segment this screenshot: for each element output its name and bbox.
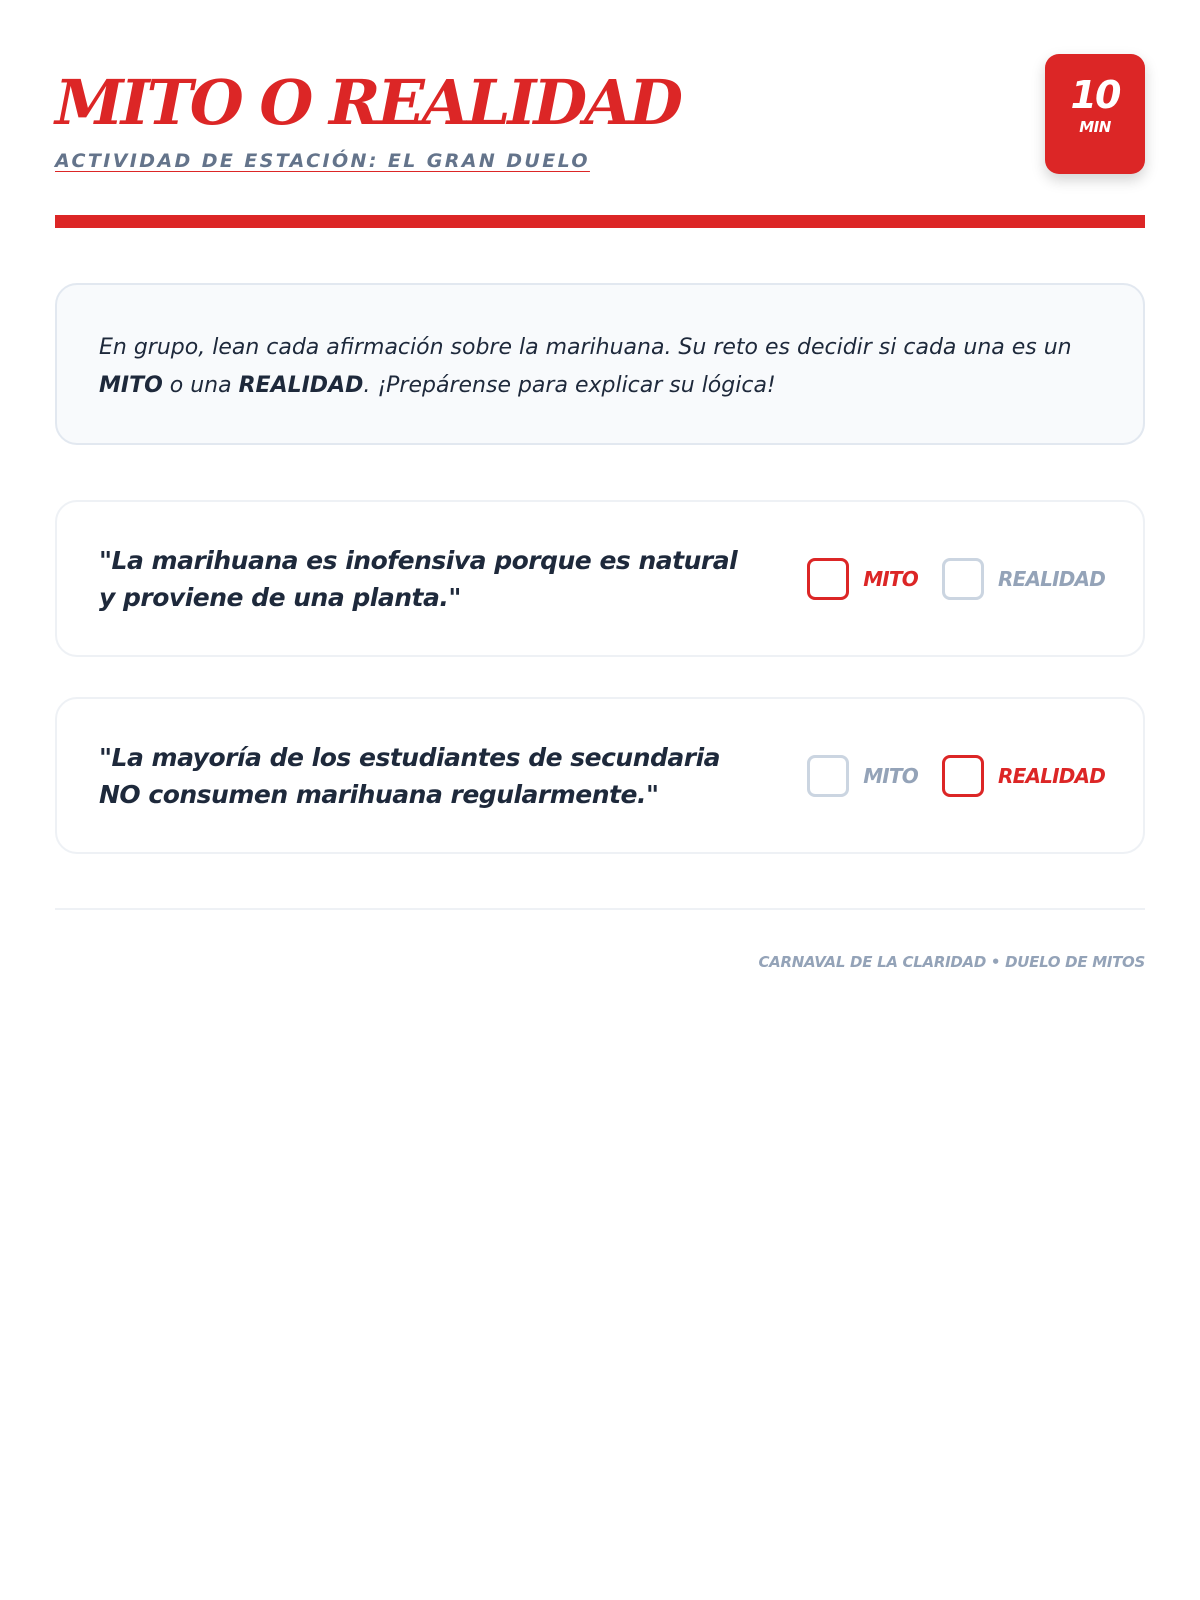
realidad-checkbox[interactable] [942,755,984,797]
question-statement: "La marihuana es inofensiva porque es natural y proviene de una planta." [99,546,738,612]
page-subtitle: ACTIVIDAD DE ESTACIÓN: EL GRAN DUELO [55,150,590,172]
instructions-text-2: o una [162,373,239,398]
page-title: MITO O REALIDAD [55,66,681,139]
timer-badge [1045,54,1145,174]
realidad-checkbox[interactable] [942,558,984,600]
timer-value: 10 [1070,73,1120,117]
footer-divider [55,908,1145,910]
instructions-text-3: . ¡Prepárense para explicar su lógica! [363,373,776,398]
instructions-bold-mito: MITO [99,373,163,398]
answer-options [807,558,1105,600]
question-card-1 [55,500,1145,657]
question-card-2 [55,697,1145,854]
option-realidad[interactable] [942,755,1105,797]
instructions-bold-realidad: REALIDAD [238,373,364,398]
realidad-label[interactable]: REALIDAD [997,567,1105,591]
mito-checkbox[interactable] [807,558,849,600]
realidad-label[interactable]: REALIDAD [997,764,1105,788]
footer-text: CARNAVAL DE LA CLARIDAD • DUELO DE MITOS [758,953,1145,971]
mito-checkbox[interactable] [807,755,849,797]
mito-label[interactable]: MITO [863,567,918,591]
header [55,0,1145,215]
option-mito[interactable] [807,755,918,797]
mito-label[interactable]: MITO [863,764,918,788]
answer-options [807,755,1105,797]
question-statement: "La mayoría de los estudiantes de secundaria NO consumen marihuana regularmente." [99,743,721,809]
timer-unit: MIN [1079,118,1111,136]
instructions-text-1: En grupo, lean cada afirmación sobre la marihuana. Su reto es decidir si cada una es un [99,335,1072,360]
option-realidad[interactable] [942,558,1105,600]
instructions-box [55,283,1145,445]
option-mito[interactable] [807,558,918,600]
header-divider [55,215,1145,228]
